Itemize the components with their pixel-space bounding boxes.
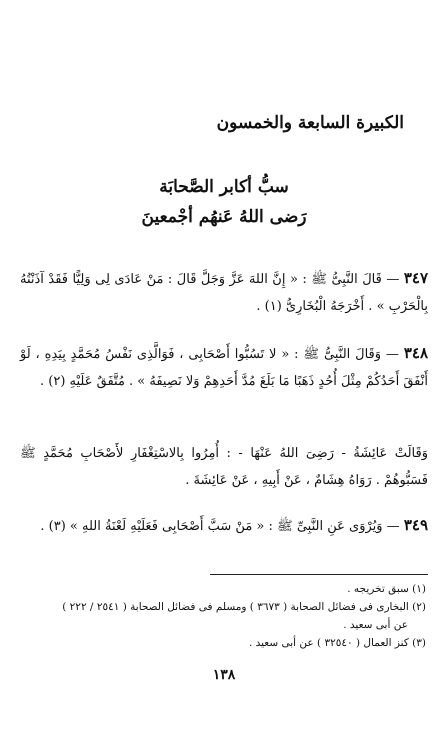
hadith-number: ٣٤٨ <box>403 344 428 362</box>
hadith-text: وَيُرْوَى عَنِ النَّبِىِّ ﷺ : « مَنْ سَبَّ أَصْحَابِى فَعَلَيْهِ لَعْنَةُ اللهِ » (٣) . <box>40 519 383 534</box>
section-title-line-1: سبُّ أكابر الصَّحابَة <box>159 177 289 197</box>
dash: — <box>382 519 400 534</box>
hadith-348 <box>20 340 428 395</box>
footnote-2-continued: عن أبى سعيد . <box>343 619 408 631</box>
hadith-347 <box>20 265 428 320</box>
hadith-349 <box>20 512 428 540</box>
hadith-text: وَقَالَ النَّبِىُّ ﷺ : « لا تَسُبُّوا أَصْحَابِى ، فَوَالَّذِى نَفْسُ مُحَمَّدٍ بِيَدِهِ ، لَوْ أَنْفَقَ أَحَدُكُمْ مِثْلَ أُحُدٍ ذَهَبًا مَا بَلَغَ مُدَّ أَحَدِهِمْ وَلا نَصِيفَهُ » . مُتَّفَقٌ عَلَيْهِ (٢) . <box>20 347 428 389</box>
hadith-number: ٣٤٧ <box>403 269 428 287</box>
page-number: ١٣٨ <box>212 667 236 683</box>
footnote-3: (٣) كنز العمال ( ٣٢٥٤٠ ) عن أبى سعيد . <box>248 637 426 649</box>
hadith-number: ٣٤٩ <box>403 516 428 534</box>
section-title <box>0 172 448 232</box>
hadith-text: قَالَ النَّبِىُّ ﷺ : « إِنَّ اللهَ عَزَّ وَجَلَّ قَالَ : مَنْ عَادَى لِى وَلِيًّا فَقَدْ آذَنْتُهُ بِالْحَرْبِ » . أَخْرَجَهُ الْبُخَارِىُّ (١) . <box>20 272 428 314</box>
footnotes <box>22 580 426 652</box>
aisha-narration <box>20 440 428 494</box>
dash: — <box>381 347 399 362</box>
footnote-divider <box>210 574 428 575</box>
footnote-2: (٢) البخارى فى فضائل الصحابة ( ٣٦٧٣ ) ومسلم فى فضائل الصحابة ( ٢٥٤١ / ٢٢٢ ) <box>62 601 426 613</box>
section-title-line-2: رَضى اللهُ عَنهُم أجْمعينَ <box>141 207 307 227</box>
chapter-title: الكبيرة السابعة والخمسون <box>216 113 404 133</box>
narration-text: وَقَالَتْ عَائِشَةُ - رَضِىَ اللهُ عَنْهَا - : أُمِرُوا بِالاسْتِغْفَارِ لأَصْحَابِ مُحَمَّدٍ ﷺ فَسَبُّوهُمْ . رَوَاهُ هِشَامٌ ، عَنْ أَبِيهِ ، عَنْ عَائِشَةَ . <box>20 446 428 488</box>
dash: — <box>381 272 400 287</box>
footnote-1: (١) سبق تخريجه . <box>347 583 426 595</box>
